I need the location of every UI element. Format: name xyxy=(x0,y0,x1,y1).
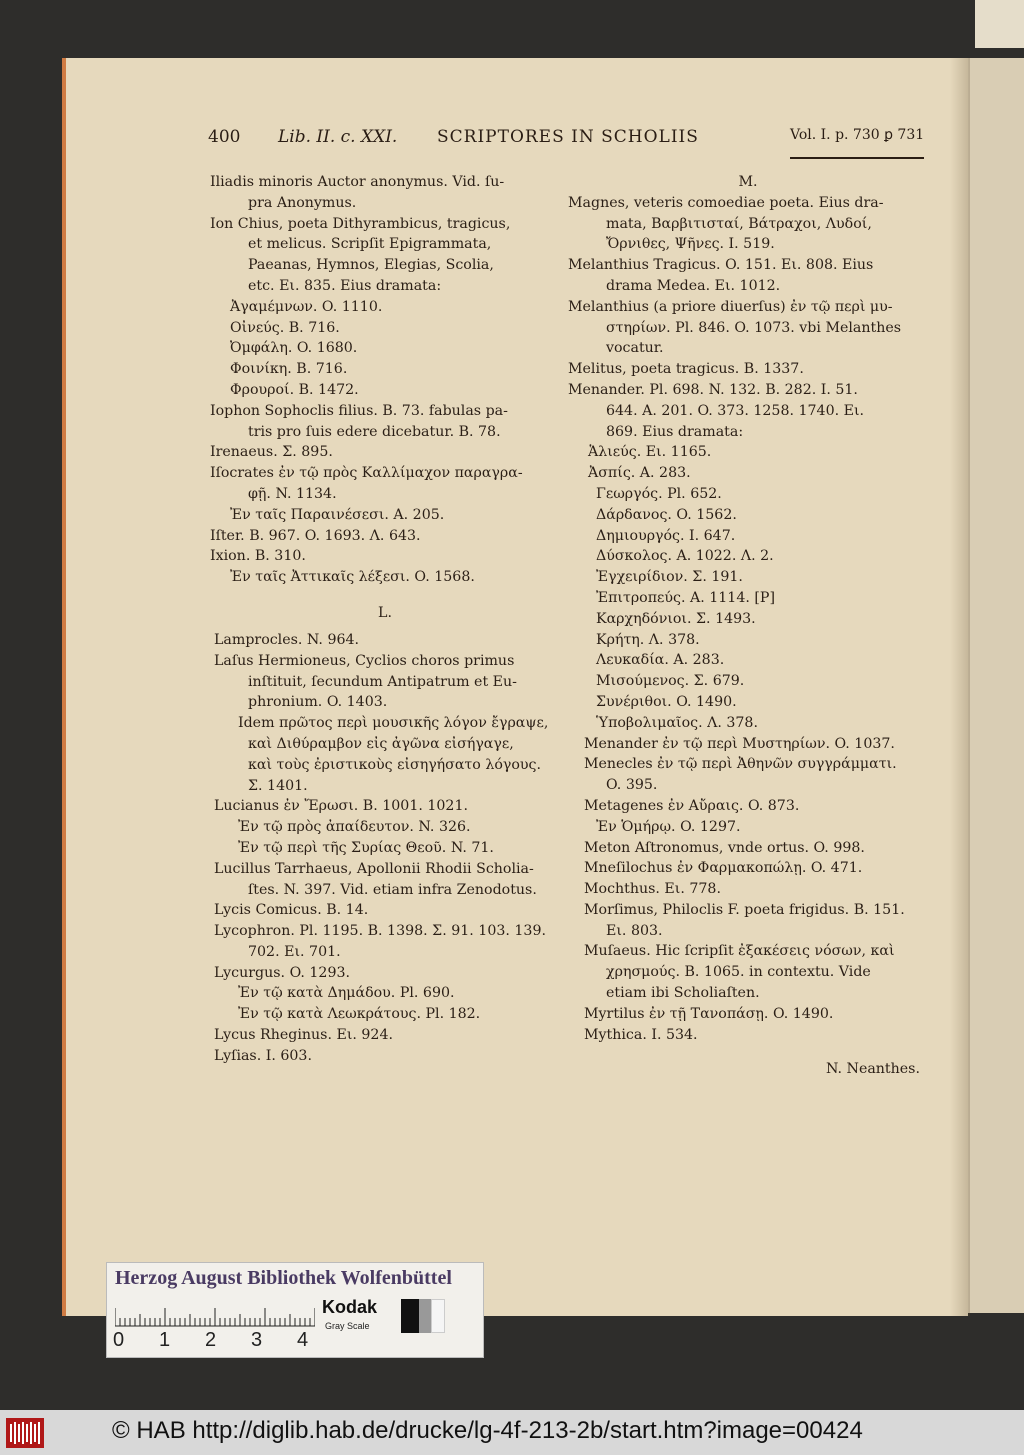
entry-line: Δύσκολος. A. 1022. Λ. 2. xyxy=(596,548,774,565)
entry-line: Paeanas, Hymnos, Elegias, Scolia, xyxy=(248,257,494,274)
entry-line: Ὑποβολιμαῖος. Λ. 378. xyxy=(596,714,758,731)
entry-line: Mythica. I. 534. xyxy=(584,1026,698,1043)
entry-line: Metagenes ἐν Αὔραις. O. 873. xyxy=(584,797,800,814)
entry-line: Ἐν τῷ περὶ τῆς Συρίας Θεοῦ. N. 71. xyxy=(238,839,494,856)
ruler-label: 1 xyxy=(159,1329,171,1351)
entry-line: Ὄρνιθες, Ψῆνες. I. 519. xyxy=(606,236,775,253)
gray-patch xyxy=(419,1299,431,1333)
entry-line: Menander. Pl. 698. N. 132. B. 282. I. 51. xyxy=(568,381,858,398)
entry-line: Σ. 1401. xyxy=(248,777,308,794)
ruler-label: 3 xyxy=(251,1329,263,1351)
entry-line: Lycis Comicus. B. 14. xyxy=(214,902,369,919)
entry-line: etc. Ει. 835. Eius dramata: xyxy=(248,277,442,294)
entry-line: inſtituit, ſecundum Antipatrum et Eu- xyxy=(248,673,517,690)
entry-line: vocatur. xyxy=(606,340,664,357)
entry-line: Lucianus ἐν Ἔρωσι. B. 1001. 1021. xyxy=(214,798,468,815)
entry-line: Mochthus. Ει. 778. xyxy=(584,881,721,898)
entry-line: Muſaeus. Hic ſcripſit ἐξακέσεις νόσων, καὶ xyxy=(584,943,895,960)
entry-line: Iliadis minoris Auctor anonymus. Vid. ſu- xyxy=(210,174,505,190)
entry-line: 702. Ει. 701. xyxy=(248,943,341,960)
entry-line: drama Medea. Ει. 1012. xyxy=(606,277,781,294)
entry-line: tris pro ſuis edere dicebatur. B. 78. xyxy=(248,423,501,440)
entry-line: Ἐν τῷ πρὸς ἀπαίδευτον. N. 326. xyxy=(238,819,471,836)
volume-reference: Vol. I. p. 730 ꝑ 731 xyxy=(790,127,924,159)
entry-line: Φρουροί. B. 1472. xyxy=(230,381,359,398)
entry-line: Iſocrates ἐν τῷ πρὸς Καλλίμαχον παραγρα- xyxy=(210,465,523,482)
entry-line: φῇ. N. 1134. xyxy=(248,485,337,502)
gray-scale-label: Gray Scale xyxy=(325,1321,370,1331)
entry-line: Λευκαδία. A. 283. xyxy=(596,652,725,669)
entry-line: Συνέριθοι. O. 1490. xyxy=(596,693,737,710)
entry-line: Lyſias. I. 603. xyxy=(214,1047,312,1064)
entry-line: Ἐν τῷ κατὰ Δημάδου. Pl. 690. xyxy=(238,985,455,1002)
hab-logo-icon xyxy=(6,1418,44,1448)
entry-line: καὶ Διθύραμβον εἰς ἀγῶνα εἰσήγαγε, xyxy=(248,735,514,752)
entry-line: Ει. 803. xyxy=(606,922,663,939)
entry-line: Menecles ἐν τῷ περὶ Ἀθηνῶν συγγράμματι. xyxy=(584,756,897,773)
entry-line: Iſter. B. 967. O. 1693. Λ. 643. xyxy=(210,527,421,544)
entry-line: Κρήτη. Λ. 378. xyxy=(596,631,700,648)
adjacent-page-edge xyxy=(968,58,1024,1313)
entry-line: Ἀσπίς. A. 283. xyxy=(588,465,691,482)
entry-line: phronium. O. 1403. xyxy=(248,694,388,711)
entry-line: Morſimus, Philoclis F. poeta frigidus. B. 151. xyxy=(584,901,905,918)
footer-bar xyxy=(0,1410,1024,1455)
black-patch xyxy=(401,1299,419,1333)
entry-line: Ὀμφάλη. O. 1680. xyxy=(230,340,358,357)
entry-line: Φοινίκη. B. 716. xyxy=(230,361,348,378)
section-letter: M. xyxy=(738,174,758,190)
entry-line: Δημιουργός. I. 647. xyxy=(596,527,736,544)
ruler-label: 2 xyxy=(205,1329,217,1351)
running-title: SCRIPTORES IN SCHOLIIS xyxy=(437,127,699,147)
entry-line: Μισούμενος. Σ. 679. xyxy=(596,673,745,690)
entry-line: Δάρδανος. O. 1562. xyxy=(596,506,737,523)
right-column xyxy=(568,172,928,1045)
entry-line: Ἀγαμέμνων. O. 1110. xyxy=(230,298,383,315)
entry-line: Lucillus Tarrhaeus, Apollonii Rhodii Scholia- xyxy=(214,860,534,877)
entry-line: Irenaeus. Σ. 895. xyxy=(210,444,333,461)
entry-line: 644. A. 201. O. 373. 1258. 1740. Ει. xyxy=(606,402,865,419)
entry-line: Ἐν ταῖς Παραινέσεσι. A. 205. xyxy=(230,506,445,523)
library-name: Herzog August Bibliothek Wolfenbüttel xyxy=(115,1267,452,1289)
page-gutter-shadow xyxy=(950,58,970,1316)
entry-line: Ἐν Ὁμήρῳ. O. 1297. xyxy=(596,818,741,835)
entry-line: Myrtilus ἐν τῇ Τανοπάσῃ. O. 1490. xyxy=(584,1005,834,1022)
entry-line: Lamprocles. N. 964. xyxy=(214,631,360,648)
entry-line: Οἰνεύς. B. 716. xyxy=(230,319,340,336)
entry-line: Magnes, veteris comoediae poeta. Eius dra- xyxy=(568,194,884,211)
section-letter: L. xyxy=(378,604,392,621)
page-number: 400 xyxy=(208,127,241,147)
entry-line: 869. Eius dramata: xyxy=(606,423,744,440)
entry-line: ſtes. N. 397. Vid. etiam infra Zenodotus. xyxy=(248,881,537,898)
entry-line: O. 395. xyxy=(606,777,658,794)
section-reference: Lib. II. c. XXI. xyxy=(278,127,398,147)
entry-line: στηρίων. Pl. 846. O. 1073. vbi Melanthes xyxy=(606,319,902,336)
color-calibration-chart xyxy=(106,1262,484,1358)
entry-line: Ion Chius, poeta Dithyrambicus, tragicus, xyxy=(210,215,511,232)
entry-line: Ἐγχειρίδιον. Σ. 191. xyxy=(596,569,743,586)
entry-line: Ἐν τῷ κατὰ Λεωκράτους. Pl. 182. xyxy=(238,1006,481,1023)
entry-line: Melitus, poeta tragicus. B. 1337. xyxy=(568,361,804,378)
entry-line: Melanthius Tragicus. O. 151. Ει. 808. Eius xyxy=(568,257,874,274)
entry-line: Iophon Sophoclis filius. B. 73. fabulas pa- xyxy=(210,402,508,419)
entry-line: Mneſilochus ἐν Φαρμακοπώλῃ. O. 471. xyxy=(584,860,863,877)
ruler-scale xyxy=(115,1303,315,1327)
entry-line: Lycophron. Pl. 1195. B. 1398. Σ. 91. 103. 139. xyxy=(214,923,546,940)
entry-line: Idem πρῶτος περὶ μουσικῆς λόγον ἔγραψε, xyxy=(238,715,549,732)
left-column xyxy=(210,172,560,1067)
entry-line: Melanthius (a priore diuerſus) ἐν τῷ περὶ μυ- xyxy=(568,298,893,315)
entry-line: Καρχηδόνιοι. Σ. 1493. xyxy=(596,610,756,627)
white-patch xyxy=(431,1299,445,1333)
entry-line: Laſus Hermioneus, Cyclios choros primus xyxy=(214,652,515,669)
entry-line: Ἁλιεύς. Ει. 1165. xyxy=(588,444,712,461)
entry-line: Menander ἐν τῷ περὶ Μυστηρίων. O. 1037. xyxy=(584,735,895,752)
ruler-label: 4 xyxy=(297,1329,309,1351)
entry-line: χρησμούς. B. 1065. in contextu. Vide xyxy=(606,964,871,981)
entry-line: mata, Βαρβιτισταί, Βάτραχοι, Λυδοί, xyxy=(606,215,872,232)
entry-line: Meton Aſtronomus, vnde ortus. O. 998. xyxy=(584,839,865,856)
entry-line: Γεωργός. Pl. 652. xyxy=(596,485,722,502)
kodak-logo: Kodak xyxy=(322,1297,378,1317)
entry-line: καὶ τοὺς ἐριστικοὺς εἰσηγήσατο λόγους. xyxy=(248,756,541,773)
entry-line: Ἐν ταῖς Ἀττικαῖς λέξεσι. O. 1568. xyxy=(230,569,475,586)
entry-line: pra Anonymus. xyxy=(248,194,357,211)
entry-line: Ixion. B. 310. xyxy=(210,548,306,565)
catchword: N. Neanthes. xyxy=(826,1061,920,1077)
entry-line: Lycus Rheginus. Ει. 924. xyxy=(214,1027,393,1044)
entry-line: etiam ibi Scholiaſten. xyxy=(606,985,760,1002)
entry-line: Ἐπιτροπεύς. A. 1114. [P] xyxy=(596,589,775,606)
source-url-link[interactable]: © HAB http://diglib.hab.de/drucke/lg-4f-213-2b/start.htm?image=00424 xyxy=(112,1417,863,1444)
entry-line: Lycurgus. O. 1293. xyxy=(214,964,351,981)
entry-line: et melicus. Scripſit Epigrammata, xyxy=(248,236,492,253)
ruler-label: 0 xyxy=(113,1329,125,1351)
adjacent-page-corner xyxy=(975,0,1024,48)
